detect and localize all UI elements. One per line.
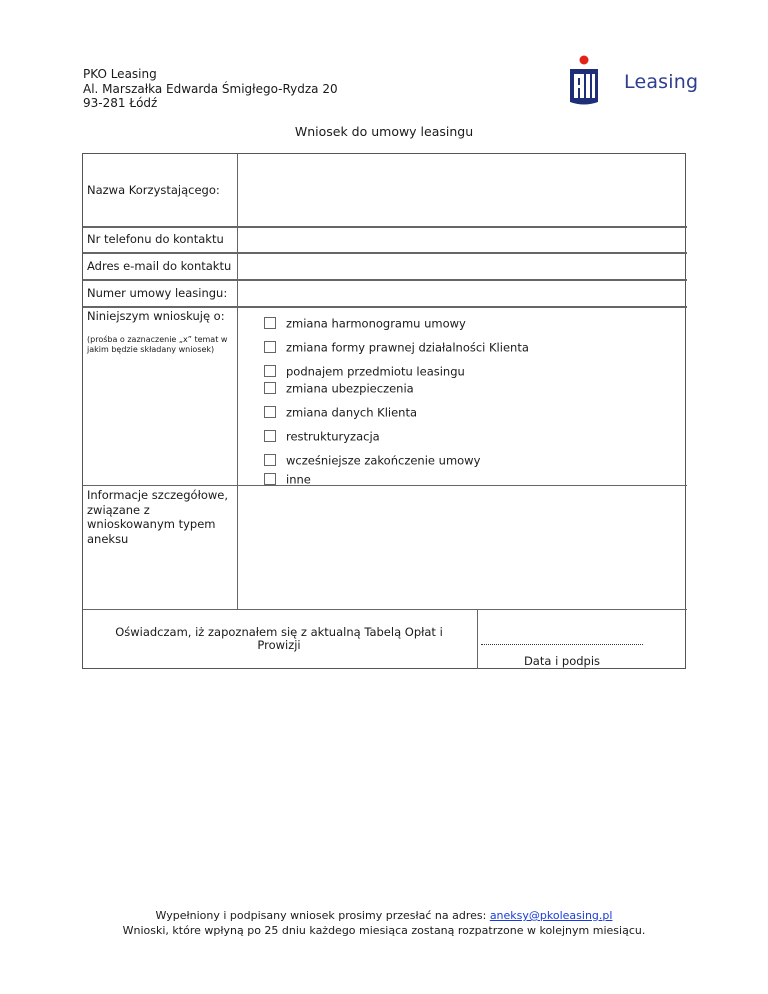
row-divider — [83, 609, 687, 610]
option-insurance-change[interactable] — [264, 381, 414, 395]
email-link[interactable]: aneksy@pkoleasing.pl — [489, 909, 613, 922]
checkbox[interactable] — [264, 406, 276, 418]
request-note: (prośba o zaznaczenie „x” temat w jakim będzie składany wniosek) — [87, 335, 228, 354]
signature-divider — [477, 609, 478, 669]
column-divider — [237, 154, 238, 609]
option-label: podnajem przedmiotu leasingu — [286, 364, 465, 379]
footer-instructions — [0, 908, 768, 938]
option-label: zmiana harmonogramu umowy — [286, 316, 466, 331]
contract-number-field[interactable] — [239, 282, 685, 305]
option-other[interactable] — [264, 472, 311, 486]
row-divider — [83, 485, 687, 486]
logo-text: Leasing — [624, 71, 699, 93]
address-line-company: PKO Leasing — [83, 67, 157, 81]
option-label: restrukturyzacja — [286, 429, 380, 444]
pko-logo-icon — [566, 55, 618, 107]
footer-text: Wypełniony i podpisany wniosek prosimy przesłać na adres: — [155, 909, 490, 922]
declaration-text: Oświadczam, iż zapoznałem się z aktualną Tabelą Opłat i Prowizji — [115, 625, 443, 652]
phone-field[interactable] — [239, 229, 685, 251]
signature-label: Data i podpis — [523, 654, 601, 668]
company-address — [83, 67, 338, 111]
option-label: inne — [286, 472, 311, 487]
field-label-phone: Nr telefonu do kontaktu — [87, 232, 224, 246]
field-label-email: Adres e-mail do kontaktu — [87, 259, 232, 273]
row-divider — [83, 280, 687, 281]
option-label: zmiana formy prawnej działalności Klienta — [286, 340, 529, 355]
email-field[interactable] — [239, 255, 685, 278]
signature-line[interactable] — [481, 644, 643, 645]
field-label-customer-name: Nazwa Korzystającego: — [87, 183, 220, 197]
checkbox[interactable] — [264, 430, 276, 442]
option-label: zmiana danych Klienta — [286, 405, 418, 420]
option-client-data-change[interactable] — [264, 405, 417, 419]
row-divider — [83, 307, 687, 308]
option-schedule-change[interactable] — [264, 316, 466, 330]
details-label: Informacje szczegółowe, związane z wnioskowanym typem aneksu — [87, 488, 229, 546]
address-line-city: 93-281 Łódź — [83, 96, 158, 110]
request-label: Niniejszym wnioskuję o: — [87, 309, 225, 323]
footer-line-1 — [0, 908, 768, 923]
customer-name-field[interactable] — [239, 155, 685, 225]
lease-request-form — [82, 153, 686, 669]
option-label: wcześniejsze zakończenie umowy — [286, 453, 481, 468]
checkbox[interactable] — [264, 341, 276, 353]
option-label: zmiana ubezpieczenia — [286, 381, 414, 396]
checkbox[interactable] — [264, 382, 276, 394]
page-title: Wniosek do umowy leasingu — [294, 124, 474, 139]
row-divider — [83, 227, 687, 228]
address-line-street: Al. Marszałka Edwarda Śmigłego-Rydza 20 — [83, 81, 338, 96]
checkbox[interactable] — [264, 454, 276, 466]
field-label-contract-number: Numer umowy leasingu: — [87, 286, 228, 300]
option-sublease[interactable] — [264, 364, 465, 378]
option-restructuring[interactable] — [264, 429, 380, 443]
row-divider — [83, 253, 687, 254]
pko-leasing-logo — [566, 55, 699, 107]
option-early-termination[interactable] — [264, 453, 480, 467]
footer-line-2: Wnioski, które wpłyną po 25 dniu każdego miesiąca zostaną rozpatrzone w kolejnym miesiącu. — [122, 924, 646, 937]
checkbox[interactable] — [264, 317, 276, 329]
option-legal-form-change[interactable] — [264, 340, 529, 354]
details-field[interactable] — [239, 487, 685, 607]
checkbox[interactable] — [264, 365, 276, 377]
checkbox[interactable] — [264, 473, 276, 485]
